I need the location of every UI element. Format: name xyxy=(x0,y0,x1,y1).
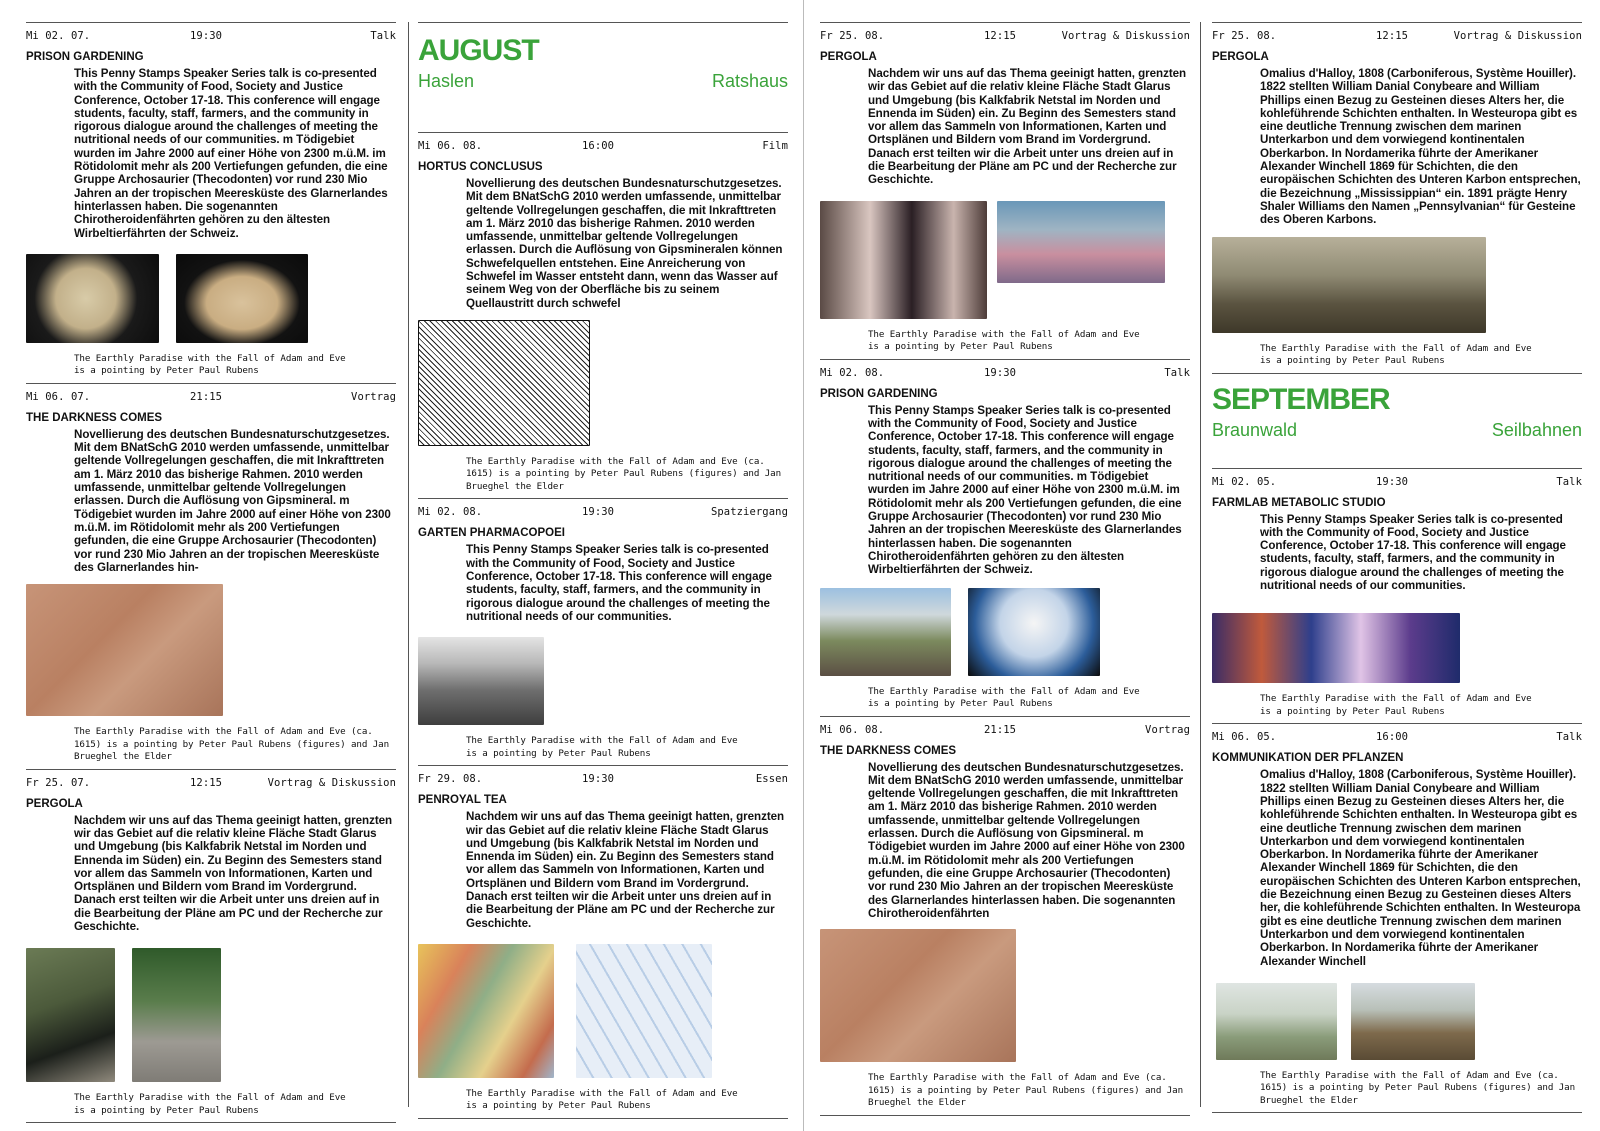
event-images xyxy=(418,637,788,725)
event-type: Vortrag & Diskussion xyxy=(267,776,396,789)
event-darkness-comes xyxy=(26,383,396,764)
event-title: FARMLAB METABOLIC STUDIO xyxy=(1212,496,1386,509)
event-type: Vortrag & Diskussion xyxy=(1453,30,1582,42)
event-date: Mi 02. 08. xyxy=(418,506,483,519)
event-date: Mi 06. 08. xyxy=(820,723,885,736)
event-type: Film xyxy=(762,140,788,152)
event-description: Nachdem wir uns auf das Thema geeinigt hatten, grenzten wir das Gebiet auf die relativ kleine Fläche Stadt Glarus und Umgebung (bis Kalkfabrik Netstal im Norden und Ennenda im Süden) ein. Zu Beginn des Semesters stand vor allem das Sammeln von Informationen, Karten und Ortsplänen und Bildern vom Brand im Vordergrund. Danach erst teilten wir die Arbeit unter uns dreien auf in die Bearbeitung der Pläne am PC und der Recherche zur Geschichte. xyxy=(466,810,785,930)
event-type: Vortrag xyxy=(351,390,396,403)
event-title: THE DARKNESS COMES xyxy=(26,411,163,424)
painting-workers xyxy=(1212,237,1486,333)
month-place: Braunwald xyxy=(1212,419,1298,440)
woodcut-illustration xyxy=(418,320,590,446)
image-caption: The Earthly Paradise with the Fall of Adam and Eve (ca. 1615) is a pointing by Peter Paul Rubens (figures) and Jan Brueghel the Elder xyxy=(466,455,782,492)
event-time: 19:30 xyxy=(582,506,615,519)
column-4 xyxy=(1212,22,1582,1113)
event-time: 16:00 xyxy=(582,140,615,152)
event-date: Fr 25. 08. xyxy=(1212,30,1277,42)
event-title: GARTEN PHARMACOPOEI xyxy=(418,527,565,540)
event-type: Talk xyxy=(1556,731,1582,744)
event-time: 19:30 xyxy=(984,366,1017,379)
event-time: 21:15 xyxy=(190,390,223,403)
event-description: Nachdem wir uns auf das Thema geeinigt hatten, grenzten wir das Gebiet auf die relativ kleine Fläche Stadt Glarus und Umgebung (bis Kalkfabrik Netstal im Norden und Ennenda im Süden) ein. Zu Beginn des Semesters stand vor allem das Sammeln von Informationen, Karten und Ortsplänen und Bildern vom Brand im Vordergrund. Danach erst teilten wir die Arbeit unter uns dreien auf in die Bearbeitung der Pläne am PC und der Recherche zur Geschichte. xyxy=(74,813,393,933)
fossil-track-photo xyxy=(26,584,223,716)
event-title: PERGOLA xyxy=(820,51,877,63)
image-caption: The Earthly Paradise with the Fall of Adam and Eve (ca. 1615) is a pointing by Peter Paul Rubens (figures) and Jan Brueghel the Elder xyxy=(1260,1069,1576,1106)
event-date: Mi 02. 07. xyxy=(26,30,91,42)
stone-basin-photo xyxy=(26,948,115,1082)
image-caption: The Earthly Paradise with the Fall of Adam and Eve is a pointing by Peter Paul Rubens xyxy=(1260,342,1532,367)
event-description: Nachdem wir uns auf das Thema geeinigt hatten, grenzten wir das Gebiet auf die relativ kleine Fläche Stadt Glarus und Umgebung (bis Kalkfabrik Netstal im Norden und Ennenda im Süden) ein. Zu Beginn des Semesters stand vor allem das Sammeln von Informationen, Karten und Ortsplänen und Bildern vom Brand im Vordergrund. Danach erst teilten wir die Arbeit unter uns dreien auf in die Bearbeitung der Pläne am PC und der Recherche zur Geschichte. xyxy=(868,67,1187,187)
event-description: This Penny Stamps Speaker Series talk is co-presented with the Community of Food, Society and Justice Conference, October 17-18. This conference will engage students, faculty, staff, farmers, and the community in rigorous dialogue around the challenges of meeting the nutritional needs of our communities. xyxy=(466,543,772,623)
event-title: PERGOLA xyxy=(26,797,83,810)
event-prison-gardening xyxy=(820,359,1190,711)
month-venue: Ratshaus xyxy=(711,71,788,91)
event-title: PENROYAL TEA xyxy=(418,794,507,807)
event-images xyxy=(1212,613,1582,683)
event-images xyxy=(26,948,396,1082)
image-caption: The Earthly Paradise with the Fall of Adam and Eve is a pointing by Peter Paul Rubens xyxy=(868,685,1140,710)
event-description: This Penny Stamps Speaker Series talk is co-presented with the Community of Food, Society and Justice Conference, October 17-18. This conference will engage students, faculty, staff, farmers, and the community in rigorous dialogue around the challenges of meeting the nutritional needs of our communities. xyxy=(1260,512,1566,593)
event-date: Fr 29. 08. xyxy=(418,773,483,786)
event-date: Fr 25. 07. xyxy=(26,776,91,789)
column-divider xyxy=(1200,22,1201,1107)
column-3 xyxy=(820,22,1190,1116)
event-images xyxy=(1212,237,1582,333)
event-title: KOMMUNIKATION DER PFLANZEN xyxy=(1212,752,1404,765)
image-caption: The Earthly Paradise with the Fall of Adam and Eve (ca. 1615) is a pointing by Peter Paul Rubens (figures) and Jan Brueghel the Elder xyxy=(868,1072,1184,1109)
event-title: PRISON GARDENING xyxy=(26,51,144,63)
event-type: Talk xyxy=(370,30,396,42)
image-caption: The Earthly Paradise with the Fall of Adam and Eve is a pointing by Peter Paul Rubens xyxy=(74,1092,346,1116)
event-images xyxy=(26,254,396,343)
rock-photo xyxy=(176,254,308,343)
event-pergola xyxy=(1212,22,1582,368)
event-images xyxy=(820,929,1190,1062)
event-time: 12:15 xyxy=(190,776,223,789)
event-prison-gardening xyxy=(26,22,396,378)
event-type: Vortrag xyxy=(1145,723,1190,736)
event-darkness-comes xyxy=(820,716,1190,1116)
month-venue: Seilbahnen xyxy=(1491,419,1582,440)
event-date: Mi 02. 08. xyxy=(820,366,885,379)
event-time: 19:30 xyxy=(582,773,615,786)
group-photo xyxy=(820,201,987,319)
event-description: This Penny Stamps Speaker Series talk is co-presented with the Community of Food, Society and Justice Conference, October 17-18. This conference will engage students, faculty, staff, farmers, and the community in rigorous dialogue around the challenges of meeting the nutritional needs of our communities. m Tödigebiet wurden im Jahre 2000 auf einer Höhe von 2300 m.ü.M. im Rötidolomit mehr als 200 Vertiefungen gefunden, die eine Gruppe Archosaurier (Thecodonten) vor rund 230 Mio Jahren an der tropischen Meeresküste des Glarnerlandes hinterlassen haben. Die sogenannten Chirotheroidenfährten gehören zu den ältesten Wirbeltierfährten der Schweiz. xyxy=(74,67,388,240)
event-description: Novellierung des deutschen Bundesnaturschutzgesetzes. Mit dem BNatSchG 2010 werden umfassende, unmittelbar geltende Vollregelungen geschaffen, die mit Inkrafttreten am 1. März 2010 das bisherige Rahmen. 2010 werden umfassende, unmittelbar geltende Vollregelungen erlassen. Durch die Auflösung von Gipsmineralen können Schwefelquellen entstehen. Eine Anreicherung von Schwefel im Wasser entsteht dann, wenn das Wasser auf seinem Weg von der Oberfläche bis zu seinem Quellaustritt durch schwefel xyxy=(466,177,783,310)
fossil-track-photo xyxy=(820,929,1016,1062)
figurine-strip-photo xyxy=(1212,613,1460,683)
poster-image xyxy=(997,201,1165,283)
chalet-painting xyxy=(1351,983,1475,1060)
event-title: PRISON GARDENING xyxy=(820,387,938,400)
image-caption: The Earthly Paradise with the Fall of Adam and Eve (ca. 1615) is a pointing by Peter Paul Rubens (figures) and Jan Brueghel the Elder xyxy=(74,726,390,763)
image-caption: The Earthly Paradise with the Fall of Adam and Eve is a pointing by Peter Paul Rubens xyxy=(466,735,738,759)
event-date: Mi 06. 08. xyxy=(418,140,483,152)
event-description: Novellierung des deutschen Bundesnaturschutzgesetzes. Mit dem BNatSchG 2010 werden umfassende, unmittelbar geltende Vollregelungen geschaffen, die mit Inkrafttreten am 1. März 2010 das bisherige Rahmen. 2010 werden umfassende, unmittelbar geltende Vollregelungen erlassen. Durch die Auflösung von Gipsmineral. m Tödigebiet wurden im Jahre 2000 auf einer Höhe von 2300 m.ü.M. im Rötidolomit mehr als 200 Vertiefungen gefunden, die eine Gruppe Archosaurier (Thecodonten) vor rund 230 Mio Jahren an der tropischen Meeresküste des Glarnerlandes hin- xyxy=(74,427,391,574)
event-date: Fr 25. 08. xyxy=(820,30,885,42)
event-time: 12:15 xyxy=(1376,30,1409,42)
event-date: Mi 06. 05. xyxy=(1212,731,1277,744)
event-date: Mi 02. 05. xyxy=(1212,475,1277,488)
event-farmlab-metabolic-studio xyxy=(1212,468,1582,719)
event-images xyxy=(820,588,1190,676)
event-images xyxy=(418,320,788,446)
image-caption: The Earthly Paradise with the Fall of Adam and Eve is a pointing by Peter Paul Rubens xyxy=(1260,693,1532,717)
event-images xyxy=(26,584,396,716)
event-description: Novellierung des deutschen Bundesnaturschutzgesetzes. Mit dem BNatSchG 2010 werden umfassende, unmittelbar geltende Vollregelungen geschaffen, die mit Inkrafttreten am 1. März 2010 das bisherige Rahmen. 2010 werden umfassende, unmittelbar geltende Vollregelungen erlassen. Durch die Auflösung von Gipsmineral. m Tödigebiet wurden im Jahre 2000 auf einer Höhe von 2300 m.ü.M. im Rötidolomit mehr als 200 Vertiefungen gefunden, die eine Gruppe Archosaurier (Thecodonten) vor rund 230 Mio Jahren an der tropischen Meeresküste des Glarnerlandes hinterlassen haben. Die sogenannten Chirotheroidenfährten xyxy=(868,760,1185,920)
lake-painting xyxy=(1216,983,1337,1060)
event-title: HORTUS CONCLUSUS xyxy=(418,161,543,173)
event-images xyxy=(820,201,1190,319)
event-time: 19:30 xyxy=(190,30,223,42)
event-type: Spatziergang xyxy=(710,506,788,519)
event-time: 21:15 xyxy=(984,723,1017,736)
event-penroyal-tea xyxy=(418,765,788,1119)
event-images xyxy=(1212,983,1582,1060)
image-caption: The Earthly Paradise with the Fall of Adam and Eve is a pointing by Peter Paul Rubens xyxy=(466,1087,738,1112)
column-divider xyxy=(408,22,409,1107)
event-type: Talk xyxy=(1556,475,1582,488)
column-1 xyxy=(26,22,396,1123)
mountain-landscape-photo xyxy=(820,588,951,676)
event-time: 19:30 xyxy=(1376,475,1409,488)
event-hortus-conclusus xyxy=(418,132,788,493)
column-2 xyxy=(418,22,788,1119)
event-kommunikation-der-pflanzen xyxy=(1212,723,1582,1113)
month-header xyxy=(1212,373,1582,468)
event-title: PERGOLA xyxy=(1212,51,1269,63)
page-fold xyxy=(803,0,804,1131)
event-pergola xyxy=(26,769,396,1124)
month-header xyxy=(418,22,788,132)
image-caption: The Earthly Paradise with the Fall of Adam and Eve is a pointing by Peter Paul Rubens xyxy=(868,328,1140,353)
event-images xyxy=(418,944,788,1078)
event-type: Vortrag & Diskussion xyxy=(1061,30,1190,42)
event-garten-pharmacopoei xyxy=(418,498,788,760)
globe-diagram xyxy=(968,588,1100,676)
rock-photo xyxy=(26,254,159,343)
event-time: 16:00 xyxy=(1376,731,1409,744)
month-place: Haslen xyxy=(418,71,475,91)
valley-photo xyxy=(418,637,544,725)
geological-map xyxy=(418,944,554,1078)
event-type: Talk xyxy=(1164,366,1190,379)
route-map xyxy=(576,944,712,1078)
event-description: This Penny Stamps Speaker Series talk is co-presented with the Community of Food, Society and Justice Conference, October 17-18. This conference will engage students, faculty, staff, farmers, and the community in rigorous dialogue around the challenges of meeting the nutritional needs of our communities. m Tödigebiet wurden im Jahre 2000 auf einer Höhe von 2300 m.ü.M. im Rötidolomit mehr als 200 Vertiefungen gefunden, die eine Gruppe Archosaurier (Thecodonten) vor rund 230 Mio Jahren an der tropischen Meeresküste des Glarnerlandes hinterlassen haben. Die sogenannten Chirotheroidenfährten gehören zu den ältesten Wirbeltierfährten der Schweiz. xyxy=(868,403,1182,577)
month-title: SEPTEMBER xyxy=(1212,382,1390,416)
boulder-photo xyxy=(132,948,221,1082)
event-description: Omalius d'Halloy, 1808 (Carboniferous, Système Houiller). 1822 stellten William Danial Conybeare and William Phillips einen Bezug zu Gesteinen dieses Alters her, die kohleführende Schichten enthalten. In Westeuropa gibt es eine deutliche Trennung zwischen dem marinen Unterkarbon und dem vorwiegend kontinentalen Oberkarbon. In Nordamerika führte der Amerikaner Alexander Winchell 1869 für Schichten, die den europäischen Schichten des Unteren Karbon entsprechen, die Bezeichnung einen Bezug zu Gesteinen dieses Alters her, die kohleführende Schichten enthalten. In Westeuropa gibt es eine deutliche Trennung zwischen dem marinen Unterkarbon und dem vorwiegend kontinentalen Oberkarbon. In Nordamerika führte der Amerikaner Alexander Winchell xyxy=(1260,768,1581,968)
event-type: Essen xyxy=(755,773,788,786)
month-title: AUGUST xyxy=(418,34,539,67)
event-title: THE DARKNESS COMES xyxy=(820,744,957,757)
event-date: Mi 06. 07. xyxy=(26,390,91,403)
event-description: Omalius d'Halloy, 1808 (Carboniferous, Système Houiller). 1822 stellten William Danial Conybeare and William Phillips einen Bezug zu Gesteinen dieses Alters her, die kohleführende Schichten enthalten. In Westeuropa gibt es eine deutliche Trennung zwischen dem marinen Unterkarbon und dem vorwiegend kontinentalen Oberkarbon. In Nordamerika führte der Amerikaner Alexander Winchell 1869 für Schichten, die den europäischen Schichten des Unteren Karbon entsprechen, die Bezeichnung „Mississippian“ ein. 1891 prägte Henry Shaler Williams den Namen „Pennsylvanian“ für Gesteine des Oberen Karbons. xyxy=(1260,67,1581,227)
event-time: 12:15 xyxy=(984,30,1017,42)
image-caption: The Earthly Paradise with the Fall of Adam and Eve is a pointing by Peter Paul Rubens xyxy=(74,352,346,377)
event-pergola xyxy=(820,22,1190,354)
